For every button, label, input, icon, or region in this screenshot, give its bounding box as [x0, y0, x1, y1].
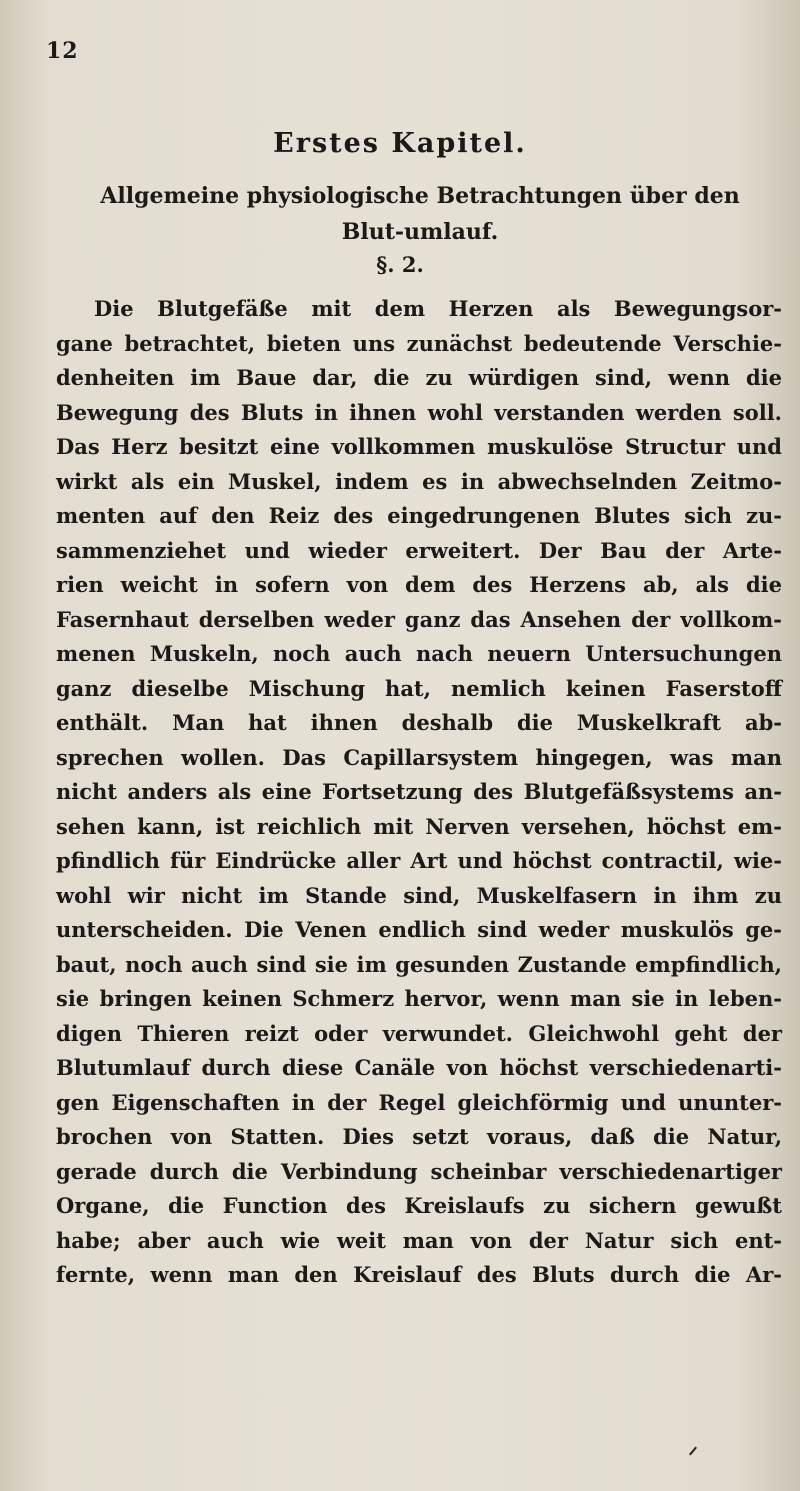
- text-line: Die Blutgefäße mit dem Herzen als Bewegungsor-: [94, 296, 782, 321]
- text-line: enthält. Man hat ihnen deshalb die Muskelkraft ab-: [56, 710, 782, 735]
- text-line: pfindlich für Eindrücke aller Art und höchst contractil, wie-: [56, 848, 782, 873]
- text-line: sie bringen keinen Schmerz hervor, wenn man sie in leben-: [56, 986, 782, 1011]
- text-line: sprechen wollen. Das Capillarsystem hingegen, was man: [56, 744, 782, 770]
- text-line: ganz dieselbe Mischung hat, nemlich keinen Faserstoff: [56, 675, 782, 701]
- text-line: Organe, die Function des Kreislaufs zu sichern gewußt: [56, 1193, 782, 1218]
- page-number: 12: [46, 38, 79, 64]
- text-line: unterscheiden. Die Venen endlich sind weder muskulös ge-: [56, 917, 782, 942]
- text-line: habe; aber auch wie weit man von der Natur sich ent-: [56, 1227, 782, 1253]
- paragraph-number: §. 2.: [376, 252, 424, 277]
- text-line: wohl wir nicht im Stande sind, Muskelfasern in ihm zu: [56, 882, 782, 908]
- text-line: Fasernhaut derselben weder ganz das Ansehen der vollkom-: [56, 606, 782, 632]
- text-line: Das Herz besitzt eine vollkommen muskulöse Structur und: [56, 434, 782, 459]
- body-text: [56, 292, 782, 1293]
- text-line: fernte, wenn man den Kreislauf des Bluts durch die Ar-: [56, 1262, 782, 1287]
- text-line: wirkt als ein Muskel, indem es in abwechselnden Zeitmo-: [56, 468, 782, 494]
- text-line: baut, noch auch sind sie im gesunden Zustande empfindlich,: [56, 951, 782, 977]
- text-line: digen Thieren reizt oder verwundet. Gleichwohl geht der: [56, 1020, 782, 1046]
- text-line: sehen kann, ist reichlich mit Nerven versehen, höchst em-: [56, 813, 782, 839]
- text-line: sammenziehet und wieder erweitert. Der Bau der Arte-: [56, 537, 782, 563]
- section-heading: Allgemeine physiologische Betrachtungen über den Blut-umlauf.: [100, 183, 740, 245]
- text-line: Blutumlauf durch diese Canäle von höchst verschiedenarti-: [56, 1055, 782, 1080]
- text-line: brochen von Statten. Dies setzt voraus, daß die Natur,: [56, 1124, 782, 1149]
- text-line: gen Eigenschaften in der Regel gleichförmig und ununter-: [56, 1089, 782, 1115]
- text-line: gerade durch die Verbindung scheinbar verschiedenartiger: [56, 1158, 782, 1184]
- chapter-title: Erstes Kapitel.: [273, 128, 527, 159]
- text-line: rien weicht in sofern von dem des Herzens ab, als die: [56, 572, 782, 597]
- text-line: nicht anders als eine Fortsetzung des Blutgefäßsystems an-: [56, 779, 782, 804]
- text-line: menten auf den Reiz des eingedrungenen Blutes sich zu-: [56, 503, 782, 528]
- text-line: denheiten im Baue dar, die zu würdigen sind, wenn die: [56, 365, 782, 390]
- print-mark: [689, 1447, 697, 1456]
- text-line: menen Muskeln, noch auch nach neuern Untersuchungen: [56, 641, 782, 666]
- text-line: gane betrachtet, bieten uns zunächst bedeutende Verschie-: [56, 330, 782, 356]
- text-line: Bewegung des Bluts in ihnen wohl verstanden werden soll.: [56, 399, 782, 425]
